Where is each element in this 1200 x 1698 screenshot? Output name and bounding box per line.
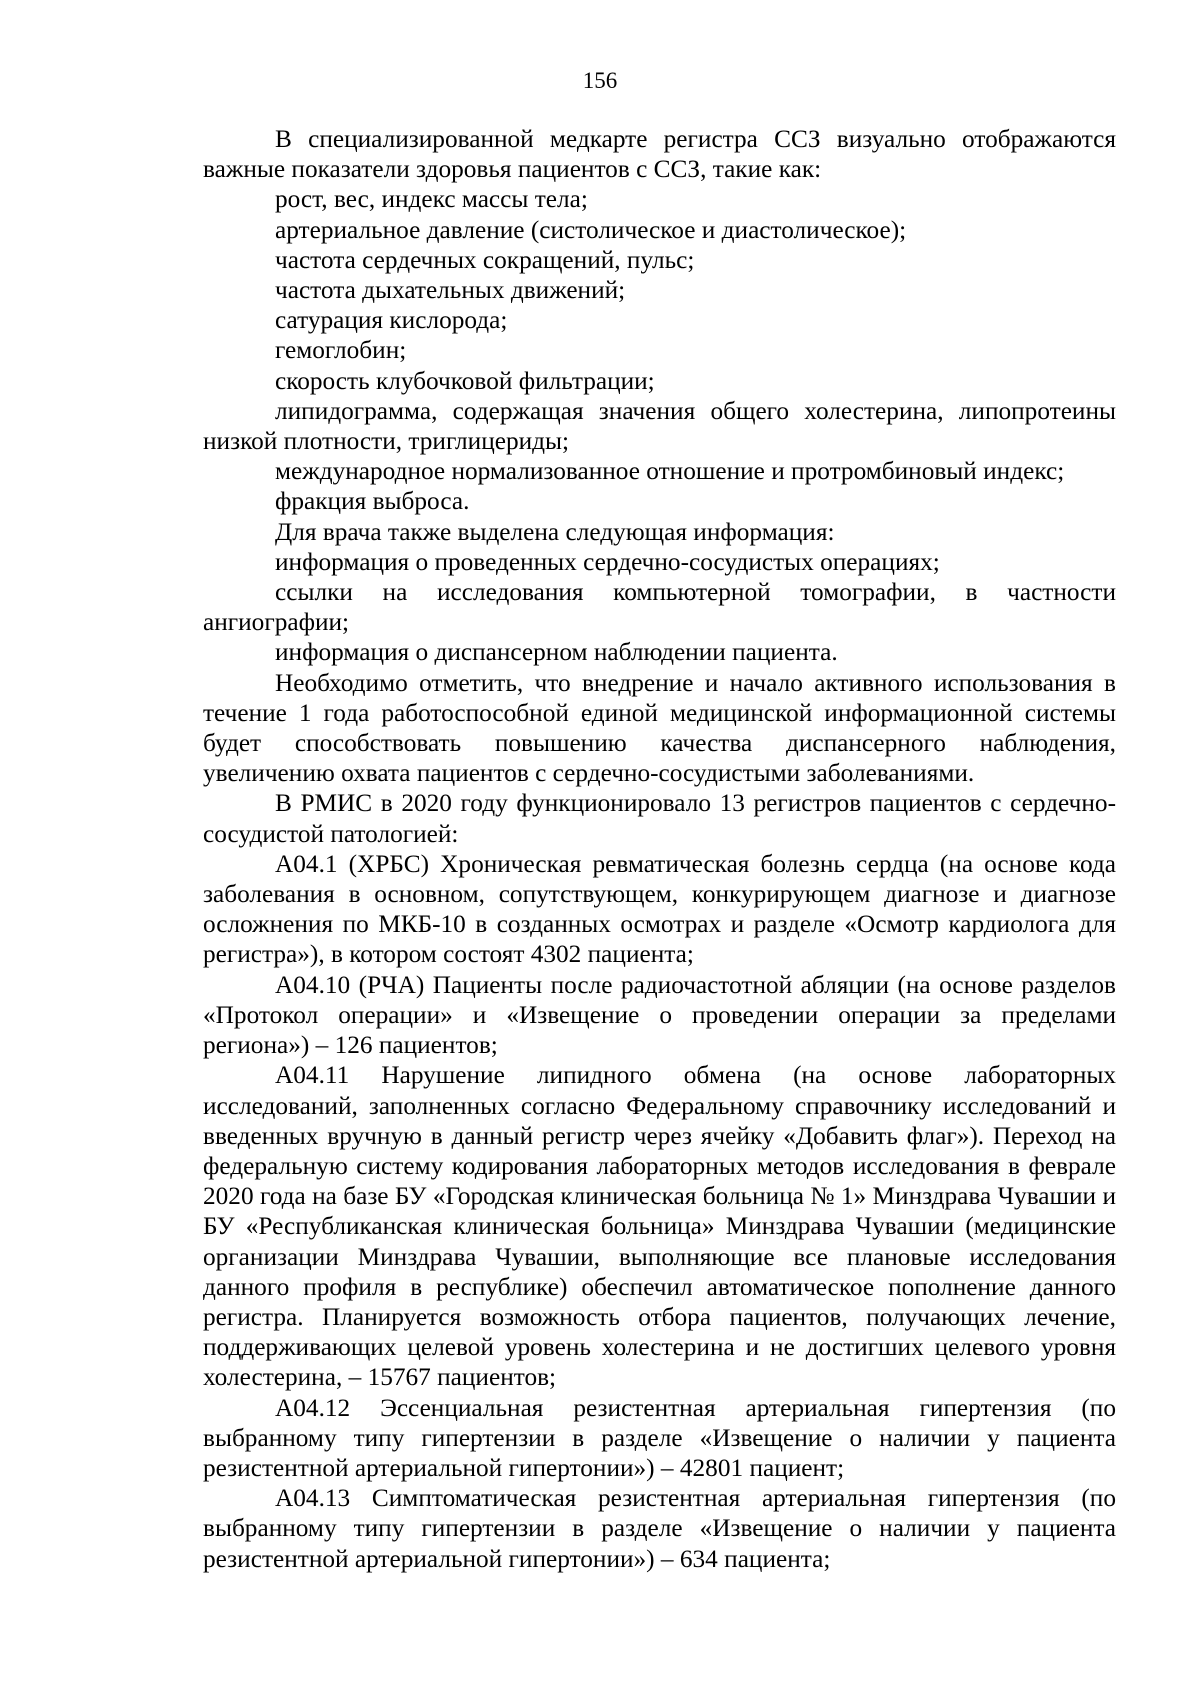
- list-item-ejection-fraction: фракция выброса.: [275, 487, 470, 516]
- list-item-dispensary: информация о диспансерном наблюдении пациента.: [275, 638, 838, 667]
- list-item-ct-links: ссылки на исследования компьютерной томографии, в частности ангиографии;: [203, 578, 1116, 637]
- body-text: [203, 124, 1116, 1574]
- paragraph-doctor-info: Для врача также выделена следующая информация:: [275, 517, 835, 546]
- list-item-respiratory-rate: частота дыхательных движений;: [275, 276, 626, 305]
- register-a04-13: А04.13 Симптоматическая резистентная артериальная гипертензия (по выбранному типу гипертензии в разделе «Извещение о наличии у пациента резистентной артериальной гипертонии») – 634 пациента;: [203, 1484, 1116, 1573]
- list-item-hemoglobin: гемоглобин;: [275, 336, 407, 365]
- list-item-oxygen-saturation: сатурация кислорода;: [275, 306, 508, 335]
- list-item-lipidogram: липидограмма, содержащая значения общего холестерина, липопротеины низкой плотности, триглицериды;: [203, 396, 1116, 456]
- paragraph-conclusion: Необходимо отметить, что внедрение и начало активного использования в течение 1 года работоспособной единой медицинской информационной системы будет способствовать повышению качества диспансерного наблюдения, увеличению охвата пациентов с сердечно-сосудистыми заболеваниями.: [203, 668, 1116, 788]
- list-item-height-weight: рост, вес, индекс массы тела;: [275, 185, 588, 214]
- list-item-gfr: скорость клубочковой фильтрации;: [275, 366, 655, 395]
- paragraph-intro: В специализированной медкарте регистра ССЗ визуально отображаются важные показатели здоровья пациентов с ССЗ, такие как:: [203, 125, 1116, 184]
- list-item-operations: информация о проведенных сердечно-сосудистых операциях;: [275, 547, 940, 576]
- register-a04-1: А04.1 (ХРБС) Хроническая ревматическая болезнь сердца (на основе кода заболевания в основном, сопутствующем, конкурирующем диагнозе и диагнозе осложнения по МКБ-10 в созданных осмотрах и разделе «Осмотр кардиолога для регистра»), в котором состоят 4302 пациента;: [203, 849, 1116, 969]
- register-a04-12: А04.12 Эссенциальная резистентная артериальная гипертензия (по выбранному типу гипертензии в разделе «Извещение о наличии у пациента резистентной артериальной гипертонии») – 42801 пациент;: [203, 1393, 1116, 1482]
- list-item-blood-pressure: артериальное давление (систолическое и диастолическое);: [275, 215, 907, 244]
- list-item-inr: международное нормализованное отношение и протромбиновый индекс;: [275, 457, 1065, 486]
- register-a04-11: А04.11 Нарушение липидного обмена (на основе лабораторных исследований, заполненных согласно Федеральному справочнику исследований и введенных вручную в данный регистр через ячейку «Добавить флаг»). Переход на федеральную систему кодирования лабораторных методов исследования в феврале 2020 года на базе БУ «Городская клиническая больница № 1» Минздрава Чувашии и БУ «Республиканская клиническая больница» Минздрава Чувашии (медицинские организации Минздрава Чувашии, выполняющие все плановые исследования данного профиля в республике) обеспечил автоматическое пополнение данного регистра. Планируется возможность отбора пациентов, получающих лечение, поддерживающих целевой уровень холестерина и не достигших целевого уровня холестерина, – 15767 пациентов;: [203, 1061, 1116, 1392]
- list-item-heart-rate: частота сердечных сокращений, пульс;: [275, 245, 695, 274]
- page-number: 156: [582, 68, 618, 93]
- paragraph-registers: В РМИС в 2020 году функционировало 13 регистров пациентов с сердечно-сосудистой патологией:: [203, 789, 1116, 848]
- register-a04-10: А04.10 (РЧА) Пациенты после радиочастотной абляции (на основе разделов «Протокол операции» и «Извещение о проведении операции за пределами региона») – 126 пациентов;: [203, 970, 1116, 1060]
